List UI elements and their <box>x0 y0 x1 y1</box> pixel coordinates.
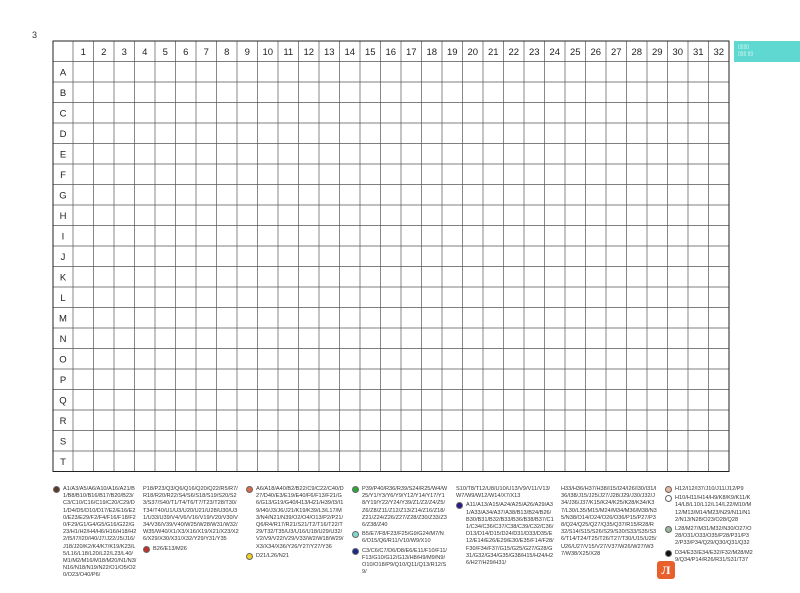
column-header: 1 <box>80 46 86 58</box>
column-header: 31 <box>692 46 704 58</box>
legend-entry <box>53 486 137 580</box>
column-header: 24 <box>549 46 561 58</box>
legend-entry <box>456 502 554 567</box>
legend-cells-text: B26/E13/M26 <box>153 545 187 552</box>
color-swatch-icon <box>53 486 60 493</box>
legend-entry <box>246 553 344 560</box>
column-header: 11 <box>283 46 294 58</box>
legend-entry <box>143 486 239 544</box>
color-swatch-icon <box>246 486 253 493</box>
column-header: 9 <box>244 46 250 58</box>
color-swatch-icon <box>665 526 672 533</box>
row-header: N <box>59 333 67 345</box>
color-swatch-icon <box>665 495 672 502</box>
legend-column <box>246 486 344 562</box>
legend-cells-text: H33/H36/H37/H38/I15/I24/I26/I30/I31/I36/I38/J15/J25/J27/J28/J29/J30/J32/J34/J36/J37/K15/K24/K25/K28/K34/K37/L30/L35/M15/M24/M34/M36/M38/N35/N38/O14/O24/O26/O36/P15/P27/P38/Q24/Q25/Q27/Q35/Q37/R15/R28/R32/S14/S15/S26/S29/S30/S33/S35/S36/T14/T24/T25/T26/T27/T30/U15/U25/U26/U27/V15/V27/V37/W26/W27/W37/W38/X25/X28 <box>561 486 657 557</box>
column-header: 28 <box>631 46 643 58</box>
column-header: 18 <box>426 46 438 58</box>
legend-entry <box>143 546 239 553</box>
color-swatch-icon <box>456 502 463 509</box>
legend-column <box>143 486 239 555</box>
page-number: 3 <box>32 30 38 40</box>
legend-column <box>456 486 554 569</box>
color-swatch-icon <box>352 531 359 538</box>
column-header: 20 <box>467 46 479 58</box>
row-header: D <box>59 128 67 140</box>
legend-cells-text: A6/A18/A40/B2/B22/C9/C22/C40/D27/D40/E3/E19/E40/F6/F13/F21/G6/G13/G19/G40/H13/H21/H39/I3/I19/I40/J3/J6/J21/K19/K39/L3/L17/M3/N4/N21/N39/O2/O4/O13/P2/P21/Q6/R4/R17/R21/S21/T2/T16/T22/T29/T32/T35/U3/U16/U18/U29/U32/V2/V9/V22/V29/V33/W2/W18/W29/X3/X34/X36/Y26/Y27/Y27/Y36 <box>256 486 344 550</box>
legend-entry <box>665 526 753 548</box>
color-swatch-icon <box>352 548 359 555</box>
column-header: 29 <box>651 46 663 58</box>
row-header: P <box>59 374 67 386</box>
row-header: S <box>59 436 67 448</box>
color-swatch-icon <box>352 486 359 493</box>
column-header: 17 <box>405 46 417 58</box>
column-header: 25 <box>569 46 581 58</box>
legend-entry <box>352 486 448 529</box>
row-header: R <box>59 415 67 427</box>
column-header: 30 <box>672 46 684 58</box>
legend-cells-text: A1/A3/A5/A6/A10/A16/A21/B1/B8/B10/B16/B17/B20/B23/C3/C10/C16/C19/C20/C29/D1/D4/D5/D10/D17/E2/E16/E20/E23/E29/F2/F4/F16/F18/F20/F29/G1/G4/G5/G16/G22/G23/H1/H2/H4/H6/H16/H18/H22/I5/I7/I20/I40/J7/J22/J5/J16/J18/J20/K2/K4/K7/K19/K23/L5/L16/L18/L20/L22/L23/L40/M1/M2/M16/M18/M20/N1/N3/N16/N18/N19/N22/O1/O5/O20/O23/O40/P6/ <box>63 486 137 579</box>
row-header: K <box>59 272 67 284</box>
row-header: E <box>59 149 67 161</box>
column-header: 2 <box>101 46 107 58</box>
column-header: 3 <box>121 46 127 58</box>
column-header: 27 <box>610 46 622 58</box>
corner-tag-line: ▯▯▯▯ <box>738 44 750 50</box>
column-header: 12 <box>303 46 315 58</box>
legend-cells-text: L28/M27/M31/M32/N30/O27/O28/O31/O33/O35/P28/P31/P32/P33/P34/Q29/Q30/Q31/Q32 <box>675 526 752 547</box>
color-swatch-icon <box>143 546 150 553</box>
column-header: 7 <box>203 46 209 58</box>
row-header: C <box>59 108 67 120</box>
column-header: 19 <box>446 46 458 58</box>
legend-column <box>561 486 657 560</box>
publisher-logo-icon: Л <box>657 561 675 579</box>
column-header: 16 <box>385 46 397 58</box>
legend-entry <box>665 495 753 524</box>
row-header: J <box>60 251 66 263</box>
legend-entry <box>561 486 657 558</box>
legend-entry <box>246 486 344 551</box>
corner-tag-line: ▯▯▯ ▯▯ <box>738 51 754 57</box>
legend-cells-text: D21/L26/N21 <box>256 552 289 559</box>
row-header: A <box>59 67 67 79</box>
legend-entry <box>352 548 448 577</box>
column-header: 15 <box>364 46 376 58</box>
column-header: 10 <box>262 46 274 58</box>
legend-column <box>665 486 753 566</box>
legend-cells-text: P18/P23/Q3/Q6/Q16/Q20/Q22/R5/R7/R18/R20/R22/S4/S6/S18/S19/S20/S23/S37/S40/T1/T4/T6/T7/T23/T28/T30/T34/T40/U1/U3/U20/U21/U28/U30/U31/U33/U39/V4/V6/V16/V19/V20/V30/V34/V36/V39/V40/W25/W28/W31/W32/W35/W40/X1/X3/X16/X19/X21/X23/X26/X29/X30/X31/X32/Y29/Y31/Y35 <box>143 486 239 543</box>
legend-cells-text: P39/P40/R36/R39/S24/R25/W4/W25/Y1/Y3/Y6/Y9/Y12/Y14/Y17/Y18/Y19/Y22/Y24/Y39/Z1/Z2/Z4/Z5/Z6/Z8/Z11/Z12/Z13/Z14/Z16/Z18/Z21/Z24/Z26/Z27/Z28/Z30/Z33/Z36/Z38/Z40 <box>362 486 448 529</box>
color-swatch-icon <box>665 550 672 557</box>
row-header: O <box>59 354 67 366</box>
legend-entry <box>665 486 753 493</box>
column-header: 32 <box>713 46 725 58</box>
row-header: T <box>60 456 66 468</box>
row-header: L <box>60 292 66 304</box>
legend-cells-text: C3/C6/C7/D6/D8/E6/E11/F10/F11/F13/G10/G12/G13/H8/H9/M9/N9/O10/O18/P9/Q10/Q11/Q13/R12/S9/ <box>362 547 447 576</box>
column-header: 8 <box>224 46 230 58</box>
row-header: G <box>59 190 67 202</box>
legend-cells-text: H10/H11/H14/H9/K8/K9/K11/K14/L8/L10/L12/L14/L22/M10/M12/M13/M14/M23/N29/N11/N12/N13/N28/O23/O28/Q28 <box>675 495 752 523</box>
legend-cells-text: H12/I12/I37/J10/J11/J12/P9 <box>675 486 744 492</box>
column-header: 5 <box>162 46 168 58</box>
grid-border <box>53 41 729 472</box>
row-header: I <box>61 231 65 243</box>
row-header: M <box>59 313 67 325</box>
legend-entry <box>456 486 554 500</box>
column-header: 26 <box>590 46 602 58</box>
legend-column <box>53 486 137 582</box>
column-header: 4 <box>142 46 148 58</box>
legend-entry <box>352 531 448 545</box>
color-swatch-icon <box>665 486 672 493</box>
row-header: H <box>59 210 67 222</box>
row-header: F <box>60 169 66 181</box>
legend-column <box>352 486 448 578</box>
legend-cells-text: A11/A13/A15/A24/A25/A26/A29/A31/A33/A34/A37/A38/B13/B24/B26/B30/B31/B32/B33/B36/B38/B37/C11/C34/C36/C37/C38/C39/C32/C36/D13/D14/D15/D24/D31/D33/D35/E12/E14/E26/E29/E30/E35/F14/F28/F30/F34/F37/G15/G25/G27/G28/G31/G32/G34/G35/G38/H15/H24/H26/H27/H29/H31/ <box>466 502 554 567</box>
row-header: Q <box>59 395 67 407</box>
legend-entry <box>665 550 753 564</box>
column-header: 23 <box>528 46 540 58</box>
column-header: 6 <box>183 46 189 58</box>
color-swatch-icon <box>246 553 253 560</box>
column-header: 21 <box>487 46 499 58</box>
column-header: 22 <box>508 46 520 58</box>
legend-cells-text: S10/T8/T12/U8/U10/U13/V9/V11/V13/W7/W9/W12/W14/X7/X13 <box>456 486 551 500</box>
row-header: B <box>59 87 67 99</box>
legend-cells-text: D34/E33/E34/E32/F32/M28/M29/Q34/P14/R26/R31/S31/T37 <box>675 549 753 563</box>
legend-cells-text: B5/E7/F8/F23/F25/G9/G24/M7/N6/O15/Q6/R11/V10/W9/X10 <box>362 531 444 545</box>
column-header: 14 <box>344 46 356 58</box>
column-header: 13 <box>323 46 335 58</box>
